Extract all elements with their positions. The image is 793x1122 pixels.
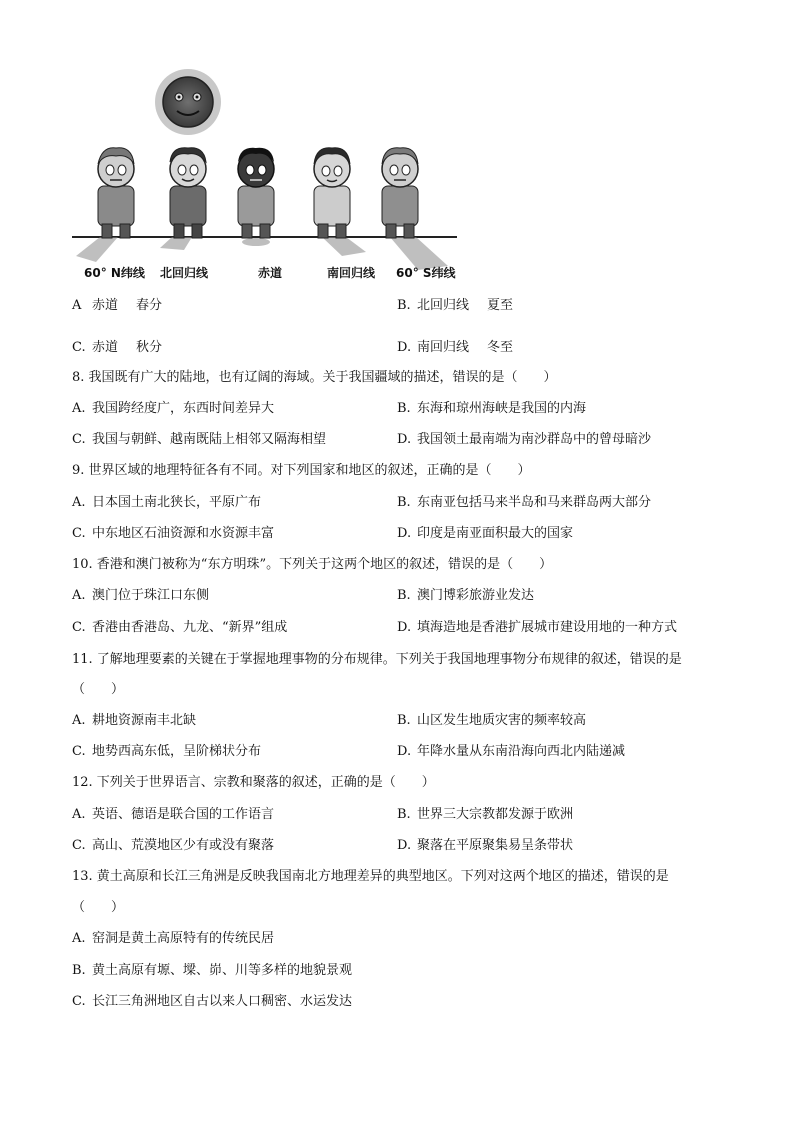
q13-stem-blank: （ ） (72, 900, 125, 915)
q11-stem-blank: （ ） (72, 682, 125, 697)
q7-option-c[interactable]: C. 赤道 秋分 (72, 340, 163, 355)
q8-option-b[interactable]: B. 东海和琼州海峡是我国的内海 (397, 401, 587, 416)
label-equator: 赤道 (258, 266, 283, 280)
q13-option-b[interactable]: B. 黄土高原有塬、墚、峁、川等多样的地貌景观 (72, 963, 353, 978)
label-60n: 60° N纬线 (84, 266, 145, 280)
q9-stem: 9. 世界区域的地理特征各有不同。对下列国家和地区的叙述，正确的是（ ） (72, 463, 531, 478)
sun-shadow-illustration (72, 66, 464, 284)
q11-option-a[interactable]: A. 耕地资源南丰北缺 (72, 713, 197, 728)
q12-option-d[interactable]: D. 聚落在平原聚集易呈条带状 (397, 838, 574, 853)
sun-shadow-figure (72, 66, 464, 284)
q13-option-c[interactable]: C. 长江三角洲地区自古以来人口稠密、水运发达 (72, 994, 353, 1009)
q9-option-a[interactable]: A. 日本国土南北狭长，平原广布 (72, 495, 262, 510)
q9-option-c[interactable]: C. 中东地区石油资源和水资源丰富 (72, 526, 275, 541)
q11-option-d[interactable]: D. 年降水量从东南沿海向西北内陆递减 (397, 744, 626, 759)
person-60s (382, 148, 418, 238)
q9-option-b[interactable]: B. 东南亚包括马来半岛和马来群岛两大部分 (397, 495, 652, 510)
label-60s: 60° S纬线 (396, 266, 456, 280)
q8-option-c[interactable]: C. 我国与朝鲜、越南既陆上相邻又隔海相望 (72, 432, 327, 447)
sun-icon (155, 69, 221, 135)
q9-option-d[interactable]: D. 印度是南亚面积最大的国家 (397, 526, 574, 541)
q12-stem: 12. 下列关于世界语言、宗教和聚落的叙述，正确的是（ ） (72, 775, 435, 790)
label-tropic-of-cancer: 北回归线 (160, 266, 209, 280)
q7-option-d[interactable]: D. 南回归线 冬至 (397, 340, 514, 355)
label-tropic-of-capricorn: 南回归线 (327, 266, 376, 280)
q10-option-c[interactable]: C. 香港由香港岛、九龙、“新界”组成 (72, 620, 288, 635)
q10-option-b[interactable]: B. 澳门博彩旅游业发达 (397, 588, 535, 603)
q8-option-d[interactable]: D. 我国领土最南端为南沙群岛中的曾母暗沙 (397, 432, 652, 447)
q7-option-a[interactable]: A 赤道 春分 (72, 298, 163, 313)
person-tropic-of-capricorn (314, 148, 350, 238)
q11-option-b[interactable]: B. 山区发生地质灾害的频率较高 (397, 713, 587, 728)
q8-stem: 8. 我国既有广大的陆地，也有辽阔的海域。关于我国疆域的描述，错误的是（ ） (72, 370, 557, 385)
q8-option-a[interactable]: A. 我国跨经度广，东西时间差异大 (72, 401, 275, 416)
q7-option-b[interactable]: B. 北回归线 夏至 (397, 298, 514, 313)
q10-option-d[interactable]: D. 填海造地是香港扩展城市建设用地的一种方式 (397, 620, 678, 635)
q12-option-c[interactable]: C. 高山、荒漠地区少有或没有聚落 (72, 838, 275, 853)
q13-stem: 13. 黄土高原和长江三角洲是反映我国南北方地理差异的典型地区。下列对这两个地区的描述，错误的是 (72, 869, 669, 884)
q11-stem: 11. 了解地理要素的关键在于掌握地理事物的分布规律。下列关于我国地理事物分布规律的叙述，错误的是 (72, 652, 682, 667)
q13-option-a[interactable]: A. 窑洞是黄土高原特有的传统民居 (72, 931, 275, 946)
q11-option-c[interactable]: C. 地势西高东低，呈阶梯状分布 (72, 744, 262, 759)
q12-option-a[interactable]: A. 英语、德语是联合国的工作语言 (72, 807, 275, 822)
person-equator (238, 148, 274, 238)
person-tropic-of-cancer (170, 148, 206, 238)
q10-stem: 10. 香港和澳门被称为“东方明珠”。下列关于这两个地区的叙述，错误的是（ ） (72, 557, 553, 572)
q12-option-b[interactable]: B. 世界三大宗教都发源于欧洲 (397, 807, 574, 822)
q10-option-a[interactable]: A. 澳门位于珠江口东侧 (72, 588, 210, 603)
person-60n (98, 148, 134, 238)
